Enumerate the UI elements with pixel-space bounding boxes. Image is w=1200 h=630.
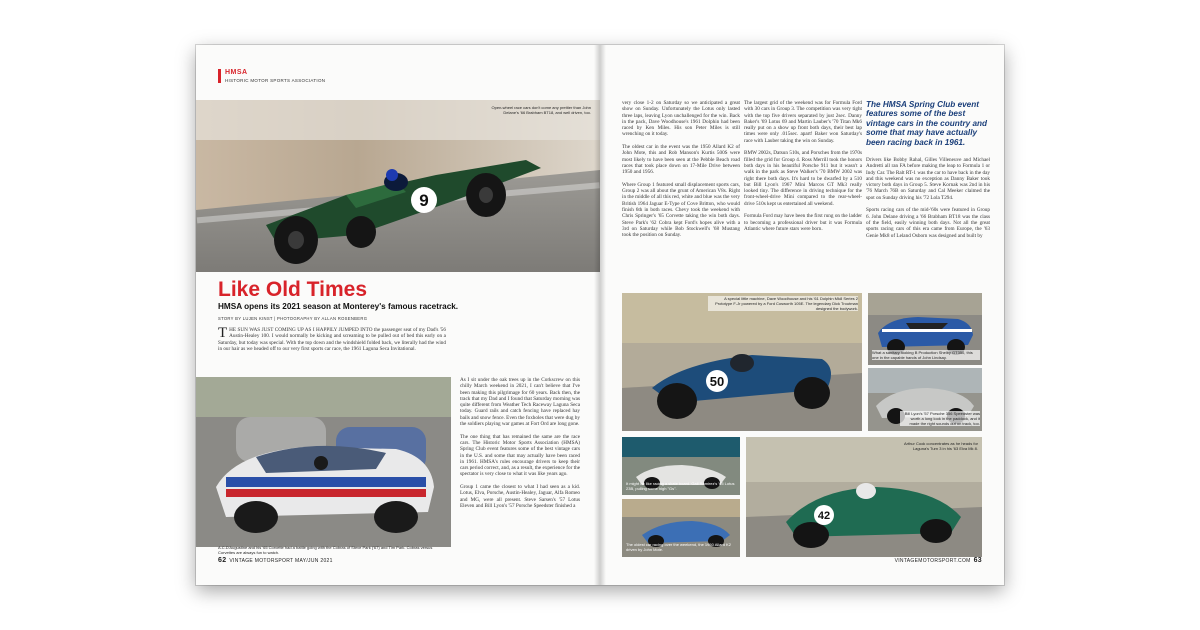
elva-car-number: 42: [817, 510, 831, 522]
article-headline: Like Old Times: [218, 278, 367, 301]
folio-right-text: VINTAGEMOTORSPORT.COM: [894, 558, 971, 564]
magazine-spread: [196, 45, 1004, 585]
article-intro: [218, 327, 446, 375]
dolphin-illustration: [622, 293, 862, 431]
page-number-left: 62: [218, 557, 227, 564]
caption-hero: Open-wheel race cars don't come any prettier than John Delane's '66 Brabham BT18, and well driven, too.: [491, 105, 591, 115]
article-column-2: As I sit under the oak trees up in the Corkscrew on this chilly March weekend in 2021, I can't believe that I've been making this pilgrimage for 60 years. Back then, the track that my Dad and I found that Saturday morning was quite different from Weather Tech Raceway Laguna Seca today. Guard rails and catch fencing have replaced hay bails and snow fence. Even the foxholes that were dug by the soldiers playing war games at Fort Ord are long gone. The one thing that has remained the same are the race cars. The Historic Motor Sports Association (HMSA) Spring Club event features some of the best vintage cars in the U.S. and some that may actually have been raced in 1961. HMSA's rules encourage drivers to keep their cars period correct, and, as a result, the experience for the spectator is very close to what it was like years ago. Group 1 came the closest to what I had seen as a kid. Lotus, Elva, Porsche, Austin-Healey, Jaguar, Alfa Romeo and MG, were all present. Steve Sarsen's '57 Lotus Eleven and Bill Lyon's '57 Porsche Speedster finished a: [460, 377, 580, 509]
hero-car-number: 9: [419, 191, 429, 210]
right-page: [600, 45, 1004, 585]
folio-right: [895, 557, 982, 564]
caption-corvette: A.C.D'Augustine and his '65 Corvette had a battle going with the Cobras of Steve Park ('67) and Tim Park. Cobras versus Corvettes are always fun to watch.: [218, 545, 433, 555]
caption-dolphin: A special little machine, Dave Woodhouse and his '61 Dolphin Mk8 Series 2 Prototype F-Jr powered by a Ford Cosworth 105E. The legendary Dick Troutman designed the bodywork.: [708, 296, 858, 311]
article-column-4: The largest grid of the weekend was for Formula Ford with 30 cars in Group 3. The competition was very tight with the top five drivers separated by just 2sec. Danny Baker's '69 Lotus 69 and Martin Lauber's '70 Titan Mk6 really put on a show up front both days, their best lap times were only .015sec. apart! Baker won Saturday's race with Lauber taking the win on Sunday. BMW 2002s, Datsun 510s, and Porsches from the 1970s filled the grid for Group 4. Ross Merrill took the honors both days in his beautiful Porsche 911 but it wasn't a walk in the park as Steve Walker's '70 BMW 2002 was right there both days. It's hard to be dwarfed by a 510 but Bill Lyon's 1967 Mini Marcos GT Mk3 really looked tiny. The difference in driving technique for the front-wheel-drive Mini compared to the rear-wheel-drive 510s kept us entertained all weekend. Formula Ford may have been the first rung on the ladder to becoming a professional driver but it was Formula Atlantic where future stars were born.: [744, 100, 862, 232]
hero-car-illustration: [196, 100, 600, 272]
pull-quote: The HMSA Spring Club event features some of the best vintage cars in the country and some that may have actually been racing back in 1961.: [866, 100, 988, 147]
caption-lotus: It might be like racing a skate board. Gail Ramirez's '65 Lotus 23B, pulling some high "Gs".: [626, 481, 735, 491]
article-column-3: very close 1-2 on Saturday so we anticipated a great show on Sunday. Unfortunately the Lotus only lasted three laps, leaving Lyon unchallenged for the win. Back in the pack, Dave Woodhouse's 1961 Dolphin had been raced by Ken Miles. His son Peter Miles is still wrenching on it today. The oldest car in the event was the 1950 Allard K2 of John Mote, this and Rob Manson's Kurtis 500S were most likely to have been seen at the Pebble Beach road races that took place down on 17-Mile Drive between 1950 and 1956. Where Group 1 featured small displacement sports cars, Group 2 was all about the grunt of American V8s. Right in the middle of all this red, white and blue was the very British 1964 Jaguar E-Type of Cove Britton, who would finish 6th in both races. Chevy took the weekend with Chris Springer's '65 Corvette taking the win both days. Steve Park's '62 Cobra kept Ford's hopes alive with a 3rd on Saturday while Bob Stockwell's '68 Mustang took the position on Sunday.: [622, 100, 740, 239]
dolphin-car-number: 50: [709, 374, 725, 389]
article-byline: STORY BY LUJEN KINST | PHOTOGRAPHY BY ALLAN ROSENBERG: [218, 316, 368, 321]
section-marker: [218, 69, 221, 83]
caption-porsche: Bill Lyon's '57 Porsche 356 Speedster was worth a long look in the paddock, and it made the right sounds out on track, too.: [900, 411, 980, 426]
hero-photo-brabham: [196, 100, 600, 272]
drop-cap: T: [218, 327, 228, 341]
left-page: [196, 45, 600, 585]
article-intro-text: HE SUN WAS JUST COMING UP AS I HAPPILY JUMPED INTO the passenger seat of my Dad's '56 Austin-Healey 100. I would normally be kicking and screaming to be pulled out of bed this early on a Saturday, but today was special. With the top down and the windshield folded back, we literally had the wind in our hair as we headed off to our very first sports car race, the 1961 Laguna Seca Invitational.: [218, 327, 446, 352]
article-column-5: Drivers like Bobby Rahal, Gilles Villeneuve and Michael Andretti all ran FA before making the leap to Formula 1 or Indy Car. The Ralt RT-1 was the car to have back in the day and this weekend was no exception as Danny Baker took victory both days in Group 5. Steve Kornak was 2nd in his '76 March 76B on Saturday and Cal Meeker claimed the spot on Sunday driving his '72 Lola T294. Sports racing cars of the mid-'60s were featured in Group 6. John Delane driving a '66 Brabham BT18 was the class of the field, easily winning both days. Not all the great sports racing cars of this era came from Europe, the '63 Genie Mk8 of Leland Osborn was designed and built by: [866, 157, 990, 239]
corvette-illustration: [196, 377, 451, 547]
caption-shelby: What a sanitary looking B Production Shelby GT350, this one in the capable hands of John Lindsay.: [872, 350, 980, 360]
corvette-photo: [196, 377, 451, 547]
elva-illustration: [746, 437, 982, 557]
article-deck: HMSA opens its 2021 season at Monterey's famous racetrack.: [218, 302, 459, 311]
caption-allard: The oldest car racing over the weekend, the 1950 Allard K2 driven by John Mote.: [626, 542, 731, 552]
page-number-right: 63: [973, 557, 982, 564]
dolphin-photo: [622, 293, 862, 431]
section-title: HMSA: [225, 69, 248, 76]
section-subtitle: HISTORIC MOTOR SPORTS ASSOCIATION: [225, 78, 326, 83]
folio-left-text: VINTAGE MOTORSPORT MAY/JUN 2021: [229, 558, 333, 564]
folio-left: [218, 557, 333, 564]
caption-elva: Arthur Cook concentrates as he heads for Laguna's Turn 3 in his '63 Elva Mk 8.: [903, 441, 978, 451]
elva-photo: [746, 437, 982, 557]
